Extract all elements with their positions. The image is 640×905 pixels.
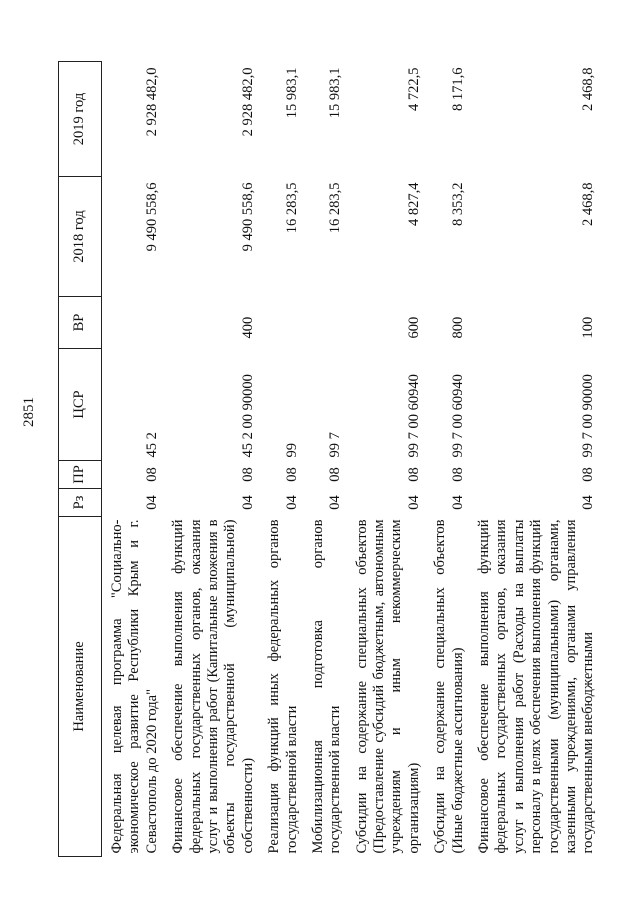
row-name: Федеральная целевая программа "Социально-экономическое развитие Республики Крым и г. Севастополь до 2020 года" (109, 519, 160, 854)
row-pr: 08 (449, 467, 466, 482)
row-csr: 99 7 00 90000 (580, 374, 597, 458)
row-pr: 08 (580, 467, 597, 482)
row-name: Мобилизационная подготовка органов государственной власти (309, 519, 344, 854)
row-pr: 08 (143, 467, 160, 482)
row-rz: 04 (327, 495, 344, 510)
row-2019: 2 928 482,0 (239, 67, 256, 137)
row-2018: 9 490 558,6 (239, 182, 256, 252)
row-2019: 15 983,1 (327, 67, 344, 119)
row-2019: 15 983,1 (283, 67, 300, 119)
row-name: Реализация функций иных федеральных органов государственной власти (266, 519, 300, 854)
row-vr: 100 (580, 316, 597, 339)
row-vr (102, 297, 164, 349)
header-rz: Рз (59, 489, 102, 517)
row-csr: 99 (283, 443, 300, 458)
row-csr: 99 7 00 60940 (405, 374, 422, 458)
row-pr: 08 (239, 467, 256, 482)
row-csr: 45 2 (143, 432, 160, 458)
row-rz: 04 (239, 495, 256, 510)
header-2019: 2019 год (59, 62, 102, 177)
header-name: Наименование (59, 517, 102, 857)
row-name: Финансовое обеспечение выполнения функций федеральных государственных органов, оказания услуг и выполнения работ (Капитальные вложения в объекты государственной (муниципальной) собственности) (170, 519, 256, 854)
row-2018: 16 283,5 (283, 182, 300, 234)
row-pr: 08 (327, 467, 344, 482)
table-row (347, 62, 426, 857)
row-2018: 8 353,2 (449, 182, 466, 226)
page-number: 2851 (21, 397, 37, 427)
row-pr: 08 (283, 467, 300, 482)
row-rz: 04 (405, 495, 422, 510)
header-pr: ПР (59, 461, 102, 489)
rotated-page-content (58, 62, 603, 857)
table-row (469, 62, 600, 857)
row-vr: 400 (239, 316, 256, 339)
table-row (259, 62, 303, 857)
row-rz: 04 (283, 495, 300, 510)
table-row (425, 62, 469, 857)
row-vr: 800 (449, 316, 466, 339)
row-csr: 45 2 00 90000 (239, 374, 256, 458)
row-pr: 08 (405, 467, 422, 482)
row-2018: 4 827,4 (405, 182, 422, 226)
header-vr: ВР (59, 297, 102, 349)
row-vr (303, 297, 347, 349)
row-2018: 9 490 558,6 (143, 182, 160, 252)
row-2018: 16 283,5 (327, 182, 344, 234)
table-row (163, 62, 259, 857)
row-2019: 8 171,6 (449, 67, 466, 111)
row-vr: 600 (405, 316, 422, 339)
row-rz: 04 (449, 495, 466, 510)
row-2019: 2 928 482,0 (143, 67, 160, 137)
row-csr: 99 7 00 60940 (449, 374, 466, 458)
row-2019: 4 722,5 (405, 67, 422, 111)
row-2018: 2 468,8 (580, 182, 597, 226)
row-name: Финансовое обеспечение выполнения функций федеральных государственных органов, оказания услуг и выполнения работ (Расходы на выплаты персоналу в целях обеспечения выполнения функций государственными (муниципальными) органами, казенными учреждениями, органами управления государственными внебюджетными (476, 519, 597, 854)
table-row (303, 62, 347, 857)
row-2019: 2 468,8 (580, 67, 597, 111)
budget-table (58, 61, 600, 857)
row-name: Субсидии на содержание специальных объектов (Предоставление субсидий бюджетным, автономным учреждениям и иным некоммерческим организациям) (353, 519, 422, 854)
table-row (102, 62, 164, 857)
row-vr (259, 297, 303, 349)
row-rz: 04 (580, 495, 597, 510)
row-rz: 04 (143, 495, 160, 510)
row-name: Субсидии на содержание специальных объектов (Иные бюджетные ассигнования) (432, 519, 466, 854)
header-csr: ЦСР (59, 349, 102, 461)
row-csr: 99 7 (327, 432, 344, 458)
table-header-row (59, 62, 102, 857)
header-2018: 2018 год (59, 177, 102, 297)
